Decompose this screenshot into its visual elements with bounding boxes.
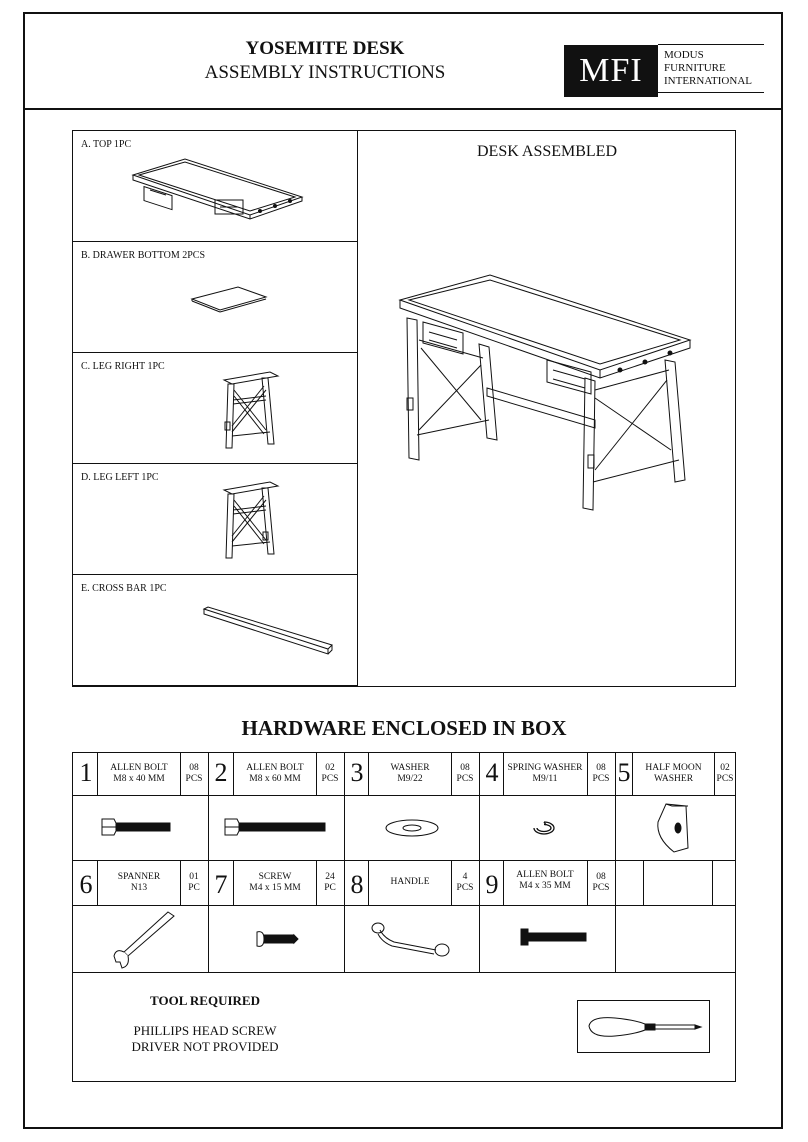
table-rule: [72, 795, 736, 796]
hardware-qty-line: 02: [720, 763, 730, 773]
washer-icon: [384, 818, 440, 838]
hardware-quantity: [451, 872, 479, 894]
hardware-qty-line: PCS: [592, 883, 610, 893]
company-name: [664, 49, 752, 88]
hardware-qty-line: 02: [325, 763, 335, 773]
hardware-desc-line: WASHER: [653, 774, 694, 784]
hardware-number: 3: [350, 758, 364, 787]
hardware-number: 7: [214, 870, 228, 899]
hardware-number: 4: [485, 758, 499, 787]
hardware-desc-line: ALLEN BOLT: [110, 763, 168, 773]
tool-note-line: PHILLIPS HEAD SCREW: [133, 1023, 277, 1038]
hardware-qty-line: PCS: [592, 774, 610, 784]
hardware-number: 6: [79, 870, 93, 899]
hardware-description: [234, 763, 316, 785]
hardware-number: 1: [79, 758, 93, 787]
table-rule: [72, 860, 736, 861]
leg-right-illustration: [222, 370, 282, 452]
hardware-desc-line: WASHER: [390, 763, 430, 773]
hardware-title: HARDWARE ENCLOSED IN BOX: [241, 716, 567, 740]
hardware-qty-line: 08: [189, 763, 199, 773]
hardware-quantity: [587, 872, 615, 894]
hardware-desc-line: M8 x 60 MM: [249, 774, 301, 784]
hardware-qty-line: PC: [188, 883, 200, 893]
hardware-description: [234, 872, 316, 894]
hardware-number: 5: [617, 758, 631, 787]
half-moon-washer-icon: [652, 802, 692, 854]
hardware-qty-line: 08: [460, 763, 470, 773]
screw-icon: [254, 928, 300, 950]
part-label: B. DRAWER BOTTOM 2PCS: [81, 250, 206, 261]
desk-assembled-illustration: [395, 270, 695, 515]
hardware-qty-line: PCS: [456, 883, 474, 893]
hardware-description: [503, 763, 587, 785]
tool-required-title: TOOL REQUIRED: [150, 993, 260, 1008]
hardware-quantity: [587, 763, 615, 785]
hardware-number: 9: [485, 870, 499, 899]
hardware-qty-line: PCS: [321, 774, 339, 784]
table-rule: [72, 972, 736, 973]
hardware-description: [369, 763, 451, 785]
table-rule: [72, 905, 736, 906]
part-label: C. LEG RIGHT 1PC: [81, 361, 165, 372]
spring-washer-icon: [528, 818, 558, 838]
hardware-qty-line: PCS: [185, 774, 203, 784]
hardware-desc-line: HALF MOON: [645, 763, 702, 773]
hardware-qty-line: PC: [324, 883, 336, 893]
hardware-quantity: [714, 763, 736, 785]
allen-bolt-35-icon: [518, 926, 590, 948]
hardware-number: 2: [214, 758, 228, 787]
hardware-qty-line: 08: [596, 763, 606, 773]
spanner-icon: [108, 908, 178, 970]
hardware-desc-line: SCREW: [258, 872, 292, 882]
hardware-qty-line: 01: [189, 872, 199, 882]
hardware-desc-line: ALLEN BOLT: [516, 870, 574, 880]
tool-note-line: DRIVER NOT PROVIDED: [131, 1039, 279, 1054]
assembled-title: DESK ASSEMBLED: [476, 143, 618, 160]
hardware-desc-line: SPANNER: [117, 872, 161, 882]
hardware-quantity: [451, 763, 479, 785]
company-name-line: FURNITURE: [664, 62, 726, 74]
handle-icon: [370, 920, 454, 960]
hardware-description: [369, 877, 451, 888]
hardware-description: [98, 872, 180, 894]
hardware-quantity: [180, 872, 208, 894]
hardware-desc-line: N13: [130, 883, 148, 893]
part-label: E. CROSS BAR 1PC: [81, 583, 167, 594]
company-logo: MFI: [564, 45, 658, 97]
logo-rule-top: [658, 44, 764, 45]
hardware-number: 8: [350, 870, 364, 899]
hardware-description: [633, 763, 714, 785]
hardware-description: [503, 870, 587, 892]
hardware-quantity: [316, 763, 344, 785]
hardware-qty-line: 24: [325, 872, 335, 882]
hardware-qty-line: PCS: [456, 774, 474, 784]
screwdriver-icon: [585, 1012, 705, 1042]
document-title: YOSEMITE DESK: [245, 38, 405, 59]
hardware-qty-line: PCS: [716, 774, 734, 784]
company-name-line: MODUS: [664, 49, 704, 61]
logo-rule-bottom: [658, 92, 764, 93]
part-label: D. LEG LEFT 1PC: [81, 472, 159, 483]
hardware-desc-line: M8 x 40 MM: [113, 774, 165, 784]
hardware-desc-line: HANDLE: [390, 877, 430, 887]
document-subtitle: ASSEMBLY INSTRUCTIONS: [204, 62, 446, 83]
table-rule: [643, 860, 644, 905]
tool-note: [100, 1023, 310, 1055]
hardware-quantity: [180, 763, 208, 785]
hardware-desc-line: M4 x 15 MM: [249, 883, 301, 893]
hardware-qty-line: 4: [462, 872, 468, 882]
hardware-desc-line: ALLEN BOLT: [246, 763, 304, 773]
company-name-line: INTERNATIONAL: [664, 75, 752, 87]
header-divider: [23, 108, 783, 110]
allen-bolt-40-icon: [100, 815, 175, 839]
hardware-desc-line: M4 x 35 MM: [519, 881, 571, 891]
hardware-qty-line: 08: [596, 872, 606, 882]
allen-bolt-60-icon: [223, 815, 328, 839]
hardware-description: [98, 763, 180, 785]
hardware-desc-line: M9/22: [397, 774, 423, 784]
hardware-desc-line: M9/11: [532, 774, 558, 784]
part-label: A. TOP 1PC: [81, 139, 132, 150]
leg-left-illustration: [222, 480, 282, 562]
part-cell-leg-left: [72, 463, 358, 575]
cross-bar-illustration: [200, 605, 335, 660]
desk-top-illustration: [130, 155, 310, 230]
table-rule: [712, 860, 713, 905]
hardware-desc-line: SPRING WASHER: [507, 763, 583, 773]
part-cell-leg-right: [72, 352, 358, 464]
drawer-bottom-illustration: [190, 285, 270, 315]
hardware-quantity: [316, 872, 344, 894]
